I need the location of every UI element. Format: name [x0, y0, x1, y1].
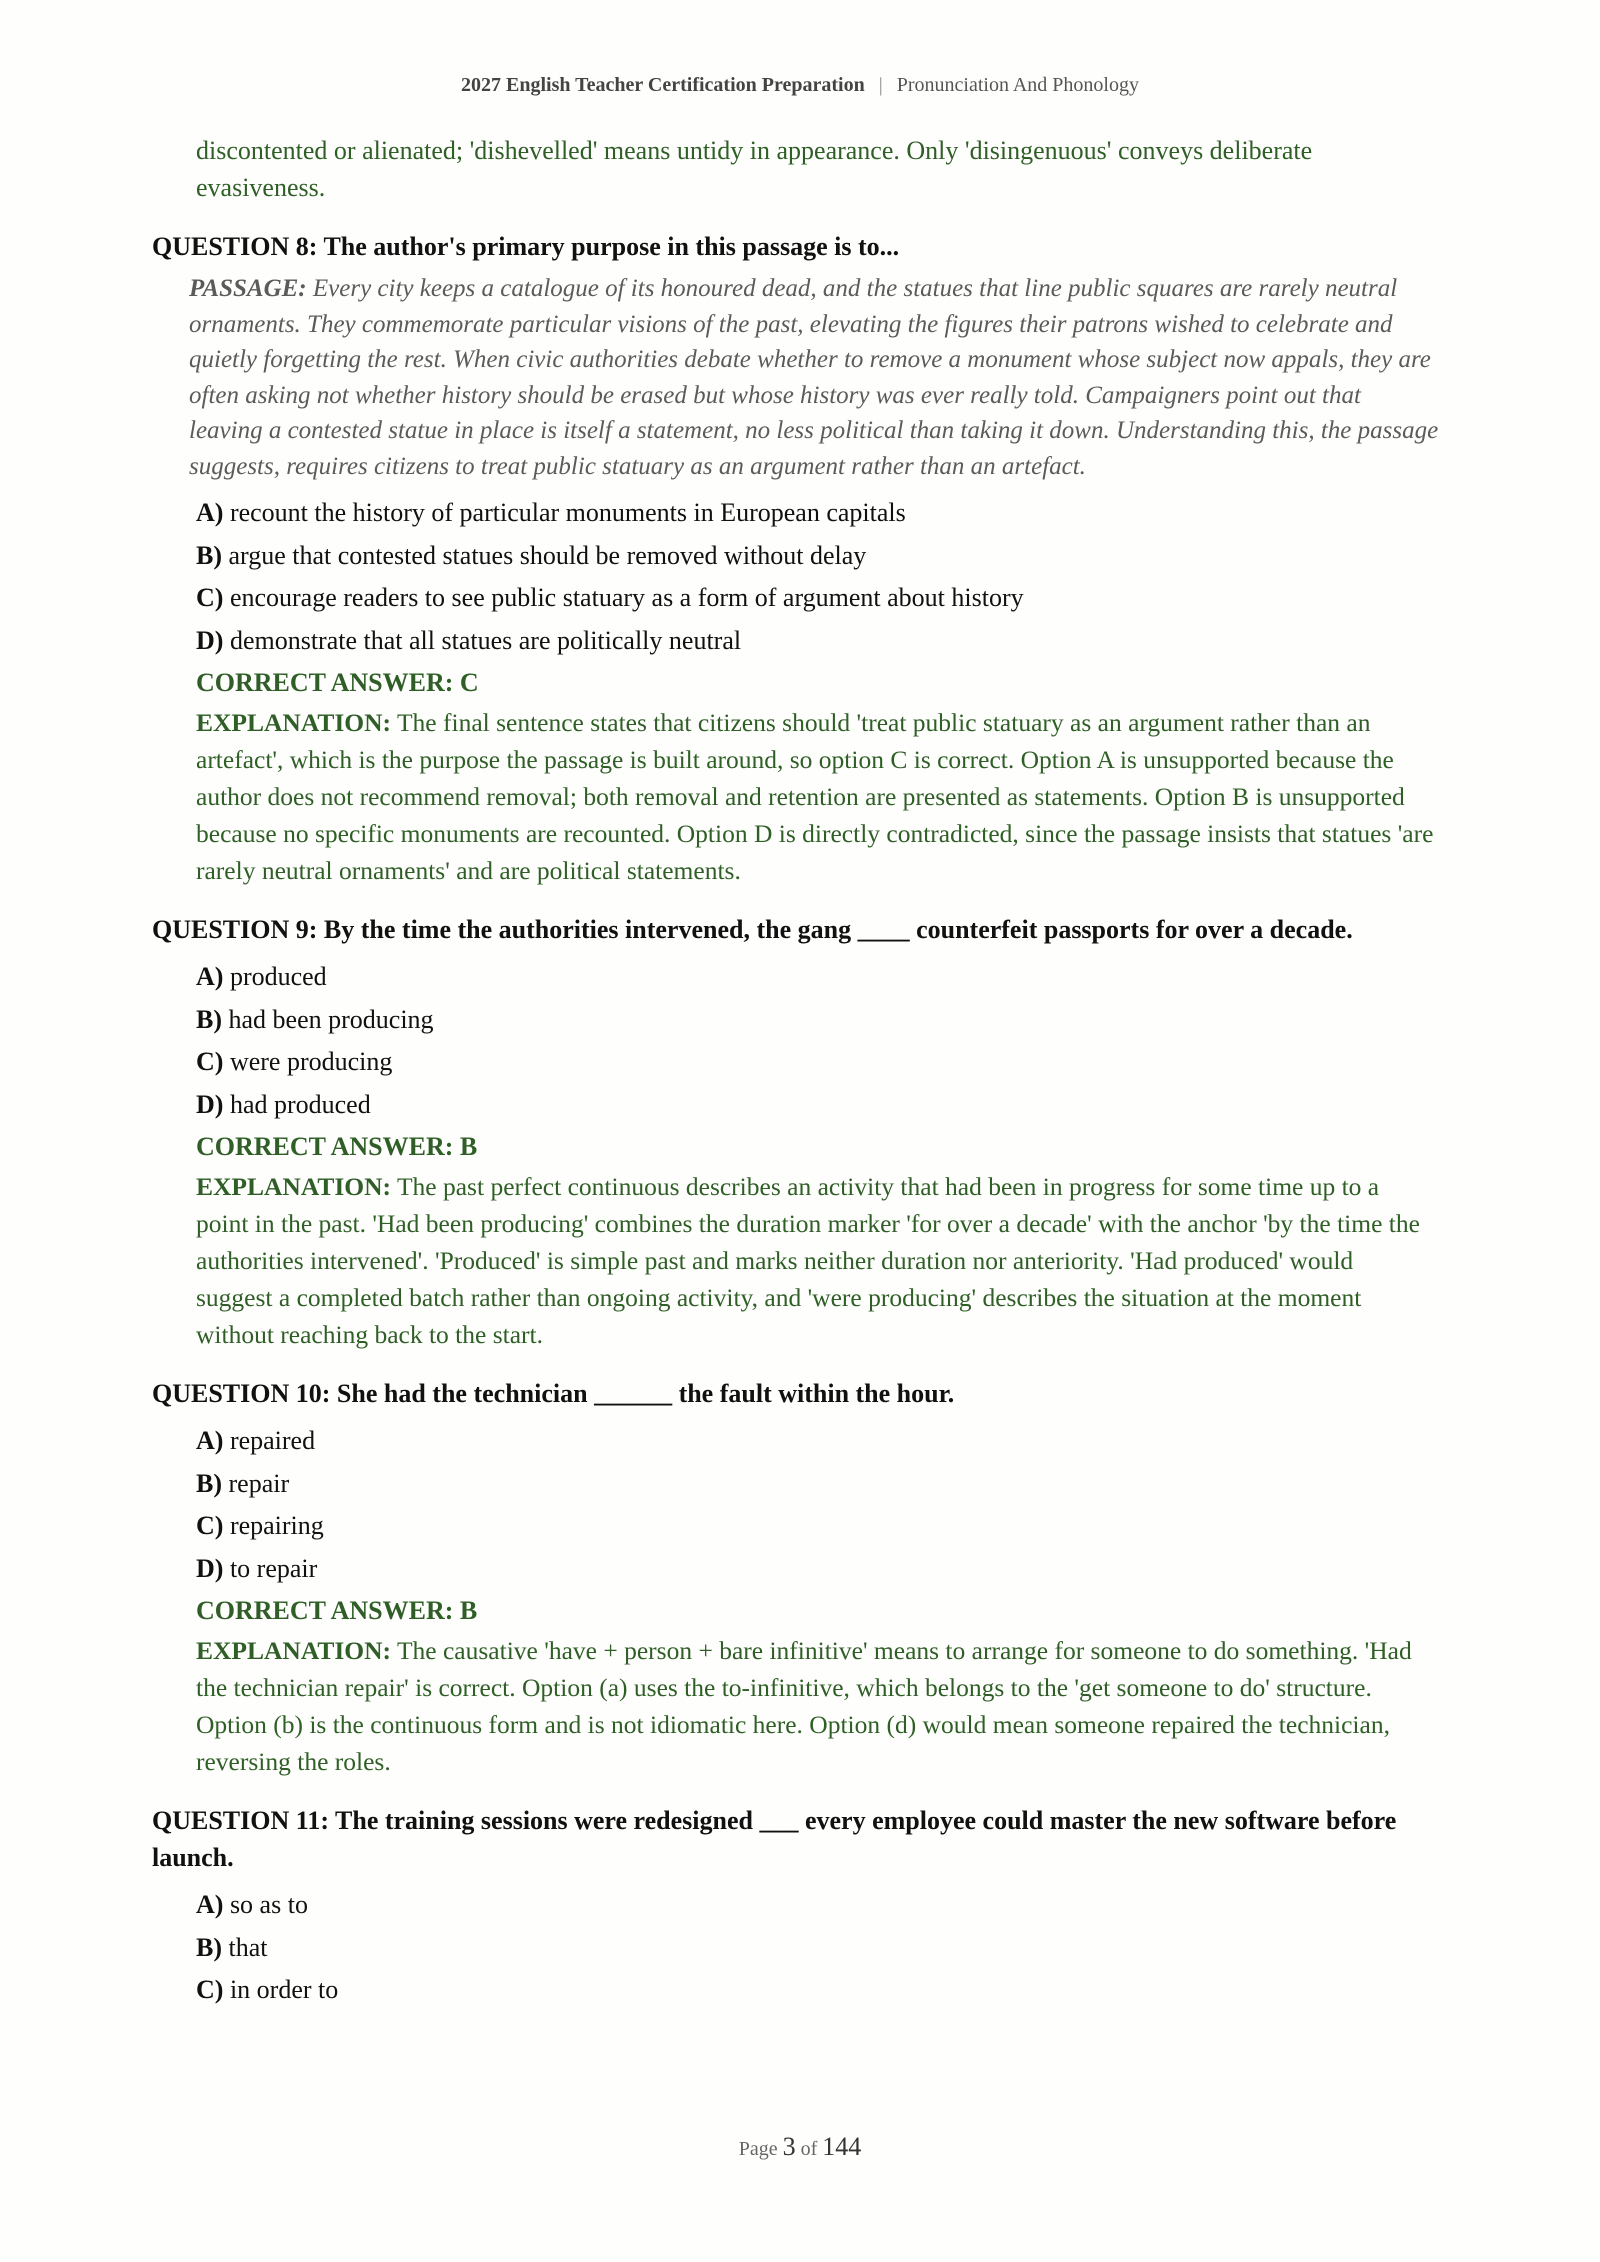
option-text: so as to: [229, 1890, 308, 1919]
option-letter: A): [196, 1890, 224, 1919]
continued-explanation: discontented or alienated; 'dishevelled' means untidy in appearance. Only 'disingenuous' conveys deliberate evasiveness.: [196, 136, 1313, 202]
of-word: of: [800, 2138, 818, 2160]
option-letter: D): [196, 625, 224, 655]
option-b: [196, 1927, 1452, 1970]
page-content: [152, 132, 1452, 2012]
page-word: Page: [738, 2138, 778, 2160]
question-10: [152, 1375, 1452, 1780]
question-title: QUESTION 9: By the time the authorities intervened, the gang ____ counterfeit passports for over a decade.: [152, 915, 1353, 944]
option-a: [196, 492, 1452, 535]
option-text: produced: [229, 962, 327, 991]
explanation: [196, 1168, 1436, 1353]
correct-answer: CORRECT ANSWER: B: [196, 1132, 478, 1161]
option-text: in order to: [229, 1975, 339, 2004]
explanation-text: The past perfect continuous describes an activity that had been in progress for some time up to a point in the past. 'Had been producing' combines the duration marker 'for over a decade' with the anchor 'by the time the authorities intervened'. 'Produced' is simple past and marks neither duration nor anteriority. 'Had produced' would suggest a completed batch rather than ongoing activity, and 'were producing' describes the situation at the moment without reaching back to the start.: [196, 1172, 1420, 1349]
option-d: [196, 1548, 1452, 1591]
page-footer: [0, 2132, 1600, 2162]
option-text: recount the history of particular monuments in European capitals: [229, 498, 906, 527]
question-9: [152, 911, 1452, 1353]
explanation-label: EXPLANATION:: [196, 1172, 392, 1201]
option-text: repairing: [229, 1511, 324, 1540]
option-letter: D): [196, 1553, 224, 1583]
question-title: QUESTION 11: The training sessions were redesigned ___ every employee could master the new software before launch.: [152, 1806, 1397, 1872]
option-letter: B): [196, 1932, 222, 1962]
option-letter: B): [196, 1004, 222, 1034]
explanation-label: EXPLANATION:: [196, 708, 392, 737]
question-title: QUESTION 10: She had the technician ______ the fault within the hour.: [152, 1379, 955, 1408]
option-c: [196, 577, 1452, 620]
option-letter: C): [196, 583, 224, 612]
options-list: [196, 1884, 1452, 2012]
explanation: [196, 1632, 1436, 1780]
option-text: had been producing: [228, 1004, 434, 1034]
total-pages: 144: [822, 2132, 862, 2161]
explanation: [196, 704, 1436, 889]
option-text: repair: [228, 1468, 290, 1498]
option-letter: C): [196, 1975, 224, 2004]
option-d: [196, 620, 1452, 663]
option-d: [196, 1084, 1452, 1127]
option-b: [196, 1463, 1452, 1506]
option-text: demonstrate that all statues are politically neutral: [229, 625, 742, 655]
options-list: [196, 492, 1452, 662]
option-letter: C): [196, 1047, 224, 1076]
option-c: [196, 1969, 1452, 2012]
option-c: [196, 1041, 1452, 1084]
page-header: [0, 74, 1600, 97]
passage: [189, 271, 1439, 484]
option-letter: A): [196, 962, 224, 991]
book-title: 2027 English Teacher Certification Preparation: [461, 74, 865, 96]
option-c: [196, 1505, 1452, 1548]
option-letter: C): [196, 1511, 224, 1540]
option-text: were producing: [229, 1047, 393, 1076]
correct-answer: CORRECT ANSWER: C: [196, 668, 479, 697]
options-list: [196, 1420, 1452, 1590]
option-text: that: [228, 1932, 268, 1962]
option-letter: B): [196, 1468, 222, 1498]
option-b: [196, 999, 1452, 1042]
option-text: repaired: [229, 1426, 316, 1455]
explanation-text: The causative 'have + person + bare infinitive' means to arrange for someone to do something. 'Had the technician repair' is correct. Option (a) uses the to-infinitive, which belongs to the 'get someone to do' structure. Option (b) is the continuous form and is not idiomatic here. Option (d) would mean someone repaired the technician, reversing the roles.: [196, 1636, 1412, 1776]
explanation-text: The final sentence states that citizens should 'treat public statuary as an argument rather than an artefact', which is the purpose the passage is built around, so option C is correct. Option A is unsupported because the author does not recommend removal; both removal and retention are presented as statements. Option B is unsupported because no specific monuments are recounted. Option D is directly contradicted, since the passage insists that statues 'are rarely neutral ornaments' and are political statements.: [196, 708, 1434, 885]
option-text: to repair: [229, 1553, 318, 1583]
header-separator: |: [878, 74, 883, 96]
passage-text: Every city keeps a catalogue of its honoured dead, and the statues that line public squares are rarely neutral ornaments. They commemorate particular visions of the past, elevating the figures their patrons wished to celebrate and quietly forgetting the rest. When civic authorities debate whether to remove a monument whose subject now appals, they are often asking not whether history should be erased but whose history was ever really told. Campaigners point out that leaving a contested statue in place is itself a statement, no less political than taking it down. Understanding this, the passage suggests, requires citizens to treat public statuary as an argument rather than an artefact.: [189, 275, 1439, 480]
option-a: [196, 1884, 1452, 1927]
option-letter: D): [196, 1089, 224, 1119]
option-letter: A): [196, 498, 224, 527]
option-text: had produced: [229, 1089, 371, 1119]
question-title: QUESTION 8: The author's primary purpose in this passage is to...: [152, 232, 900, 261]
passage-label: PASSAGE:: [189, 275, 307, 302]
correct-answer: CORRECT ANSWER: B: [196, 1596, 478, 1625]
question-8: [152, 228, 1452, 889]
option-text: argue that contested statues should be removed without delay: [228, 540, 867, 570]
option-letter: A): [196, 1426, 224, 1455]
page-number: 3: [782, 2132, 796, 2161]
explanation-label: EXPLANATION:: [196, 1636, 392, 1665]
option-letter: B): [196, 540, 222, 570]
option-a: [196, 1420, 1452, 1463]
section-title: Pronunciation And Phonology: [896, 74, 1139, 96]
option-text: encourage readers to see public statuary as a form of argument about history: [229, 583, 1024, 612]
question-11: [152, 1802, 1452, 2012]
option-b: [196, 535, 1452, 578]
option-a: [196, 956, 1452, 999]
options-list: [196, 956, 1452, 1126]
